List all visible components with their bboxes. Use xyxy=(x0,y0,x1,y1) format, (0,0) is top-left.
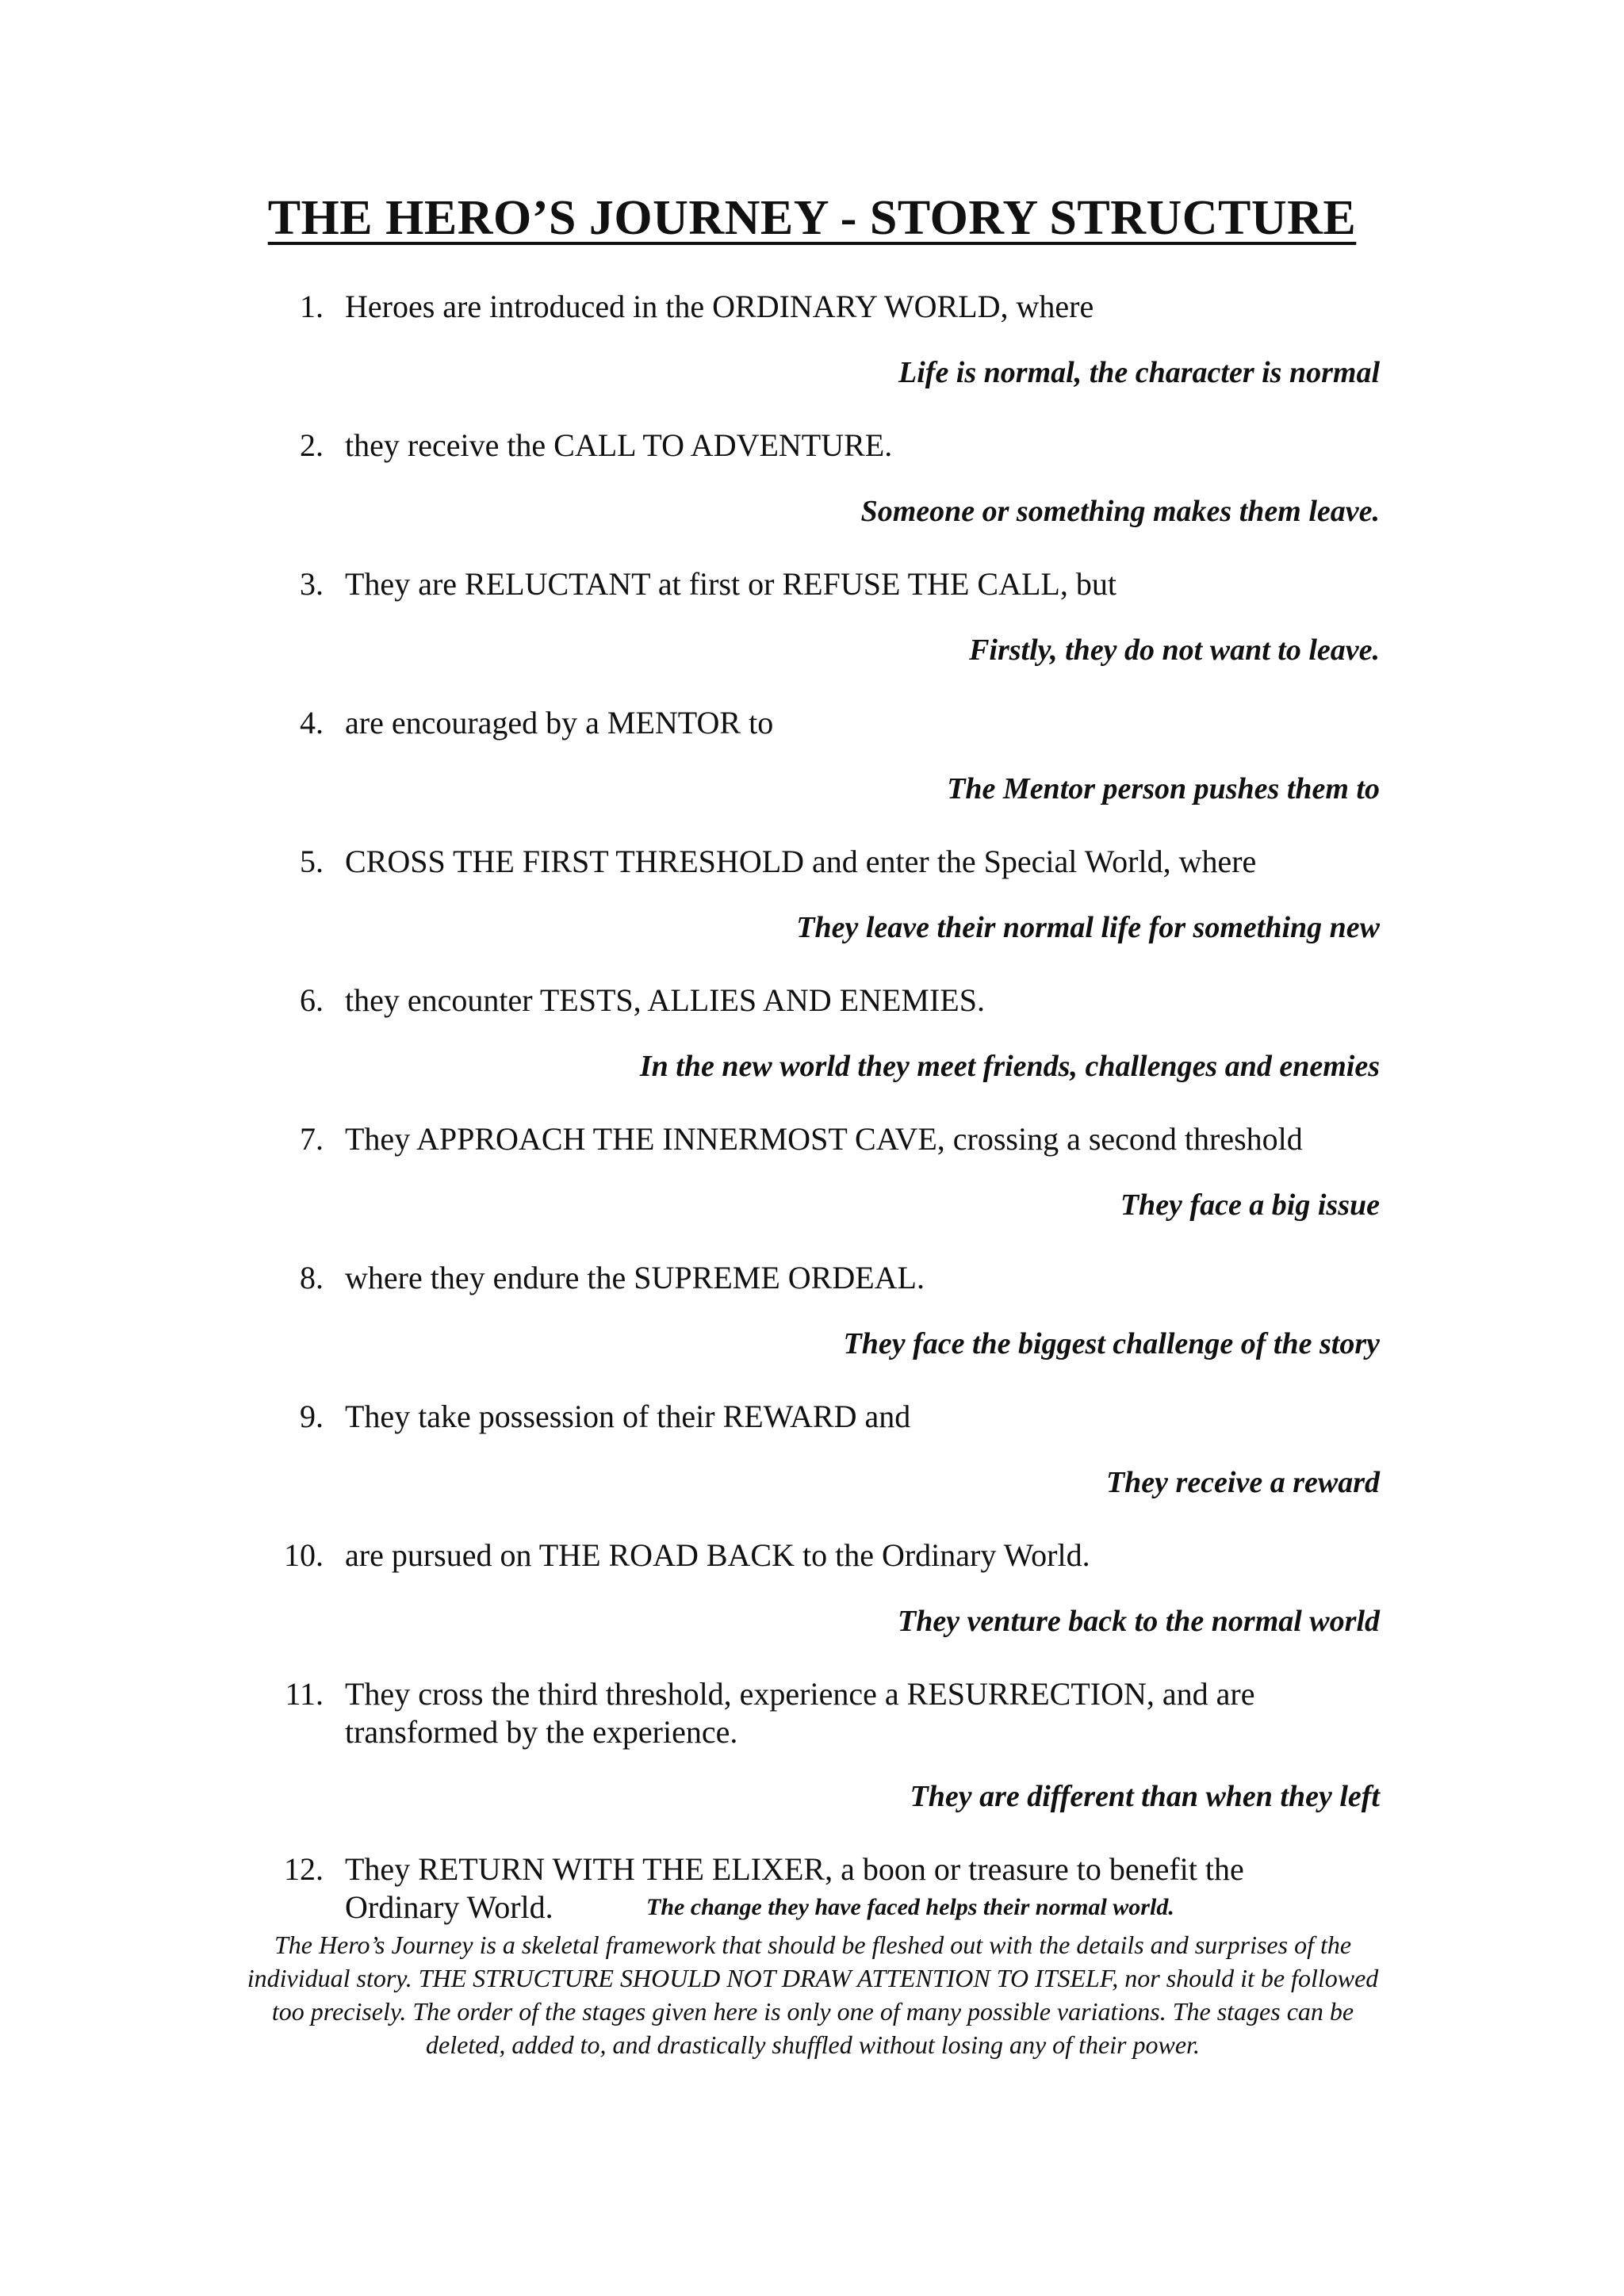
item-number: 1. xyxy=(300,289,324,324)
item-number: 3. xyxy=(300,566,324,602)
item-text: where they endure the SUPREME ORDEAL. xyxy=(345,1260,925,1295)
item-note: They face a big issue xyxy=(1120,1188,1380,1222)
item-note: Life is normal, the character is normal xyxy=(898,356,1380,389)
item-text: are pursued on THE ROAD BACK to the Ordinary World. xyxy=(345,1537,1090,1573)
item-text: They are RELUCTANT at first or REFUSE THE CALL, but xyxy=(345,566,1116,602)
item-note: Someone or something makes them leave. xyxy=(860,495,1380,528)
item-number: 5. xyxy=(300,844,324,879)
item-note: In the new world they meet friends, challenges and enemies xyxy=(639,1050,1380,1083)
item-number: 12. xyxy=(284,1851,324,1887)
item-note: They are different than when they left xyxy=(910,1780,1380,1813)
item-number: 4. xyxy=(300,705,324,740)
item-text: CROSS THE FIRST THRESHOLD and enter the Special World, where xyxy=(345,844,1257,879)
item-text: Heroes are introduced in the ORDINARY WORLD, where xyxy=(345,289,1094,324)
item-number: 9. xyxy=(300,1399,324,1434)
item-text: they encounter TESTS, ALLIES AND ENEMIES. xyxy=(345,982,985,1018)
item-number: 6. xyxy=(300,982,324,1018)
footer-note: The Hero’s Journey is a skeletal framework that should be fleshed out with the details and surprises of the individual story. THE STRUCTURE SHOULD NOT DRAW ATTENTION TO ITSELF, nor should it be followed too precisely. The order of the stages given here is only one of many possible variations. The stages can be deleted, added to, and drastically shuffled without losing any of their power. xyxy=(247,1931,1379,2059)
item-number: 8. xyxy=(300,1260,324,1295)
item-text: They RETURN WITH THE ELIXER, a boon or treasure to benefit the Ordinary World. xyxy=(345,1851,1244,1925)
item-text: they receive the CALL TO ADVENTURE. xyxy=(345,427,893,463)
page-title: THE HERO’S JOURNEY - STORY STRUCTURE xyxy=(267,191,1357,245)
item-note: They venture back to the normal world xyxy=(898,1605,1380,1638)
item-note: Firstly, they do not want to leave. xyxy=(969,633,1380,667)
item-note: The Mentor person pushes them to xyxy=(947,772,1380,806)
item-note: The change they have faced helps their normal world. xyxy=(646,1894,1174,1920)
item-number: 2. xyxy=(300,427,324,463)
item-text: are encouraged by a MENTOR to xyxy=(345,705,774,740)
item-note: They receive a reward xyxy=(1105,1466,1380,1499)
item-number: 11. xyxy=(285,1676,324,1712)
item-note: They face the biggest challenge of the story xyxy=(843,1327,1380,1360)
item-number: 7. xyxy=(300,1121,324,1157)
item-number: 10. xyxy=(284,1537,324,1573)
item-text: They take possession of their REWARD and xyxy=(345,1399,911,1434)
item-text: They APPROACH THE INNERMOST CAVE, crossing a second threshold xyxy=(345,1121,1303,1157)
item-note: They leave their normal life for something new xyxy=(796,911,1380,944)
item-text: They cross the third threshold, experience a RESURRECTION, and are transformed by the experience. xyxy=(345,1676,1255,1750)
